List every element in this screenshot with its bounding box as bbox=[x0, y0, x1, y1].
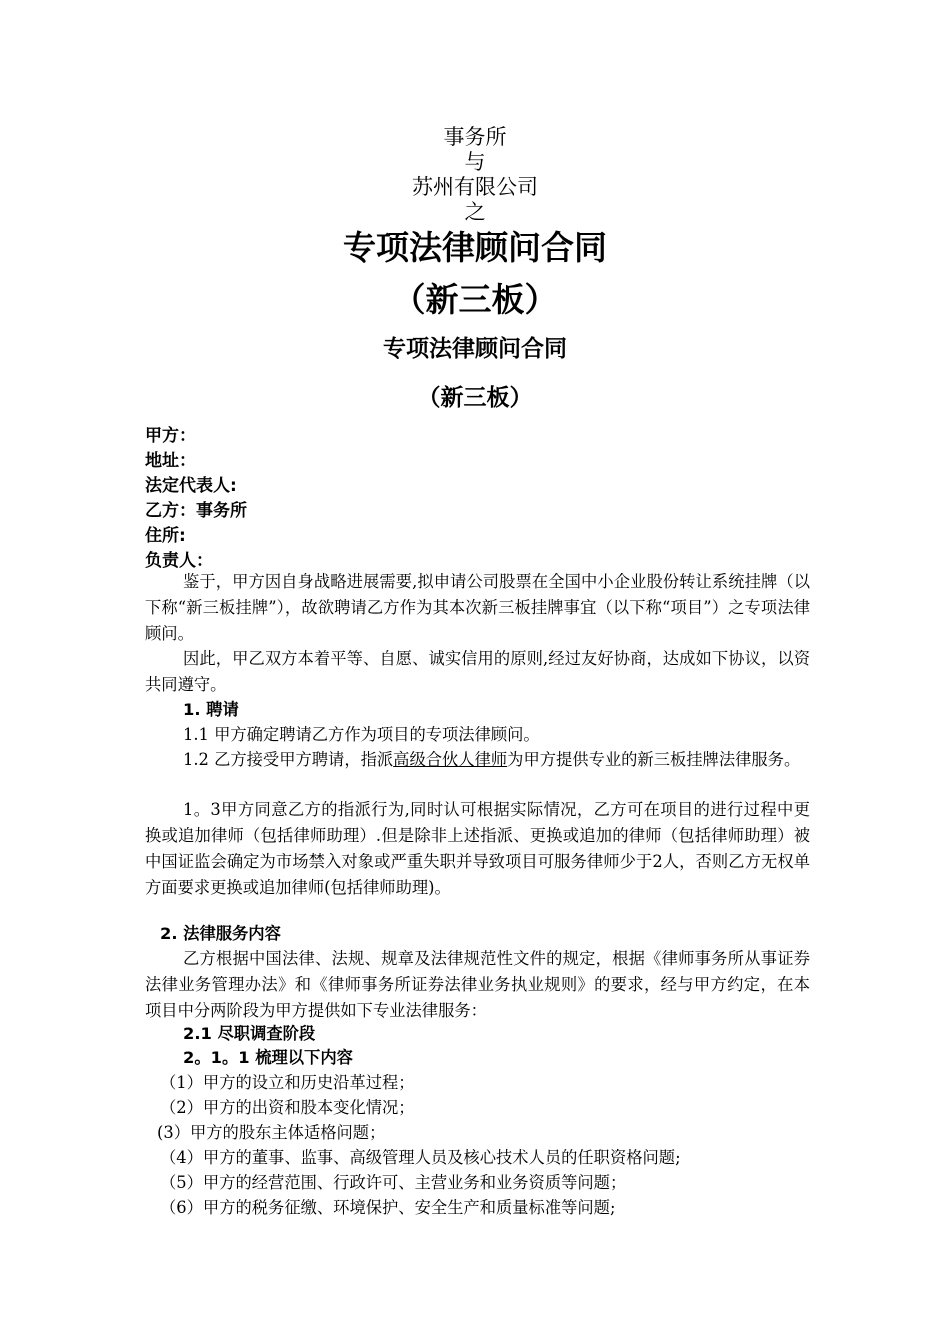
address-label: 地址： bbox=[145, 451, 196, 471]
section-1-heading: 1. 聘请 bbox=[183, 700, 239, 719]
clause-1-3: 1。3甲方同意乙方的指派行为,同时认可根据实际情况，乙方可在项目的进行过程中更换或追加律师（包括律师助理）.但是除非上述指派、更换或追加的律师（包括律师助理）被中国证监会确定为市场禁入对象或严重失职并导致项目可服务律师少于2人，否则乙方无权单方面要求更换或追加律师(包括律师助理)。 bbox=[145, 800, 810, 897]
clause-1-2-underlined: 高级合伙人律师 bbox=[393, 750, 508, 769]
section-2-heading: 2. 法律服务内容 bbox=[160, 924, 281, 943]
clause-1-2-text-a: 1.2 乙方接受甲方聘请，指派 bbox=[183, 750, 394, 769]
cover-line-of: 之 bbox=[464, 200, 486, 224]
cover-subtitle: （新三板） bbox=[392, 280, 558, 319]
clause-1-2 bbox=[145, 747, 810, 773]
principal-label: 负责人： bbox=[145, 551, 213, 571]
list-item: （6）甲方的税务征缴、环境保护、安全生产和质量标准等问题; bbox=[160, 1198, 616, 1217]
section-2-1-1-heading: 2。1。1 梳理以下内容 bbox=[183, 1048, 353, 1067]
agreement-paragraph: 因此，甲乙双方本着平等、自愿、诚实信用的原则,经过友好协商，达成如下协议，以资共同遵守。 bbox=[145, 649, 810, 694]
section-2-1-heading: 2.1 尽职调查阶段 bbox=[183, 1024, 316, 1043]
party-a-label: 甲方： bbox=[145, 426, 196, 446]
list-item: （4）甲方的董事、监事、高级管理人员及核心技术人员的任职资格问题; bbox=[160, 1148, 681, 1167]
list-item: （1）甲方的设立和历史沿革过程； bbox=[160, 1073, 415, 1092]
recital-paragraph: 鉴于，甲方因自身战略进展需要,拟申请公司股票在全国中小企业股份转让系统挂牌（以下称“新三板挂牌”），故欲聘请乙方作为其本次新三板挂牌事宜（以下称“项目”）之专项法律顾问。 bbox=[145, 572, 810, 643]
residence-label: 住所: bbox=[145, 526, 186, 546]
cover-line-firm: 事务所 bbox=[443, 125, 507, 149]
list-item: （5）甲方的经营范围、行政许可、主营业务和业务资质等问题； bbox=[160, 1173, 627, 1192]
party-b-label: 乙方：事务所 bbox=[145, 501, 247, 521]
list-item: （2）甲方的出资和股本变化情况； bbox=[160, 1098, 415, 1117]
cover-line-and: 与 bbox=[464, 150, 486, 174]
cover-title: 专项法律顾问合同 bbox=[343, 228, 607, 267]
section-2-intro: 乙方根据中国法律、法规、规章及法律规范性文件的规定，根据《律师事务所从事证券法律业务管理办法》和《律师事务所证券法律业务执业规则》的要求，经与甲方约定，在本项目中分两阶段为甲方提供如下专业法律服务： bbox=[145, 949, 810, 1020]
cover-line-company: 苏州有限公司 bbox=[412, 175, 538, 199]
list-item: (3）甲方的股东主体适格问题； bbox=[157, 1123, 386, 1142]
legal-rep-label: 法定代表人: bbox=[145, 476, 237, 496]
contract-title: 专项法律顾问合同 bbox=[383, 336, 567, 362]
contract-subtitle: （新三板） bbox=[417, 385, 533, 411]
clause-1-1: 1.1 甲方确定聘请乙方作为项目的专项法律顾问。 bbox=[183, 725, 540, 744]
clause-1-2-text-b: 为甲方提供专业的新三板挂牌法律服务。 bbox=[507, 750, 801, 769]
